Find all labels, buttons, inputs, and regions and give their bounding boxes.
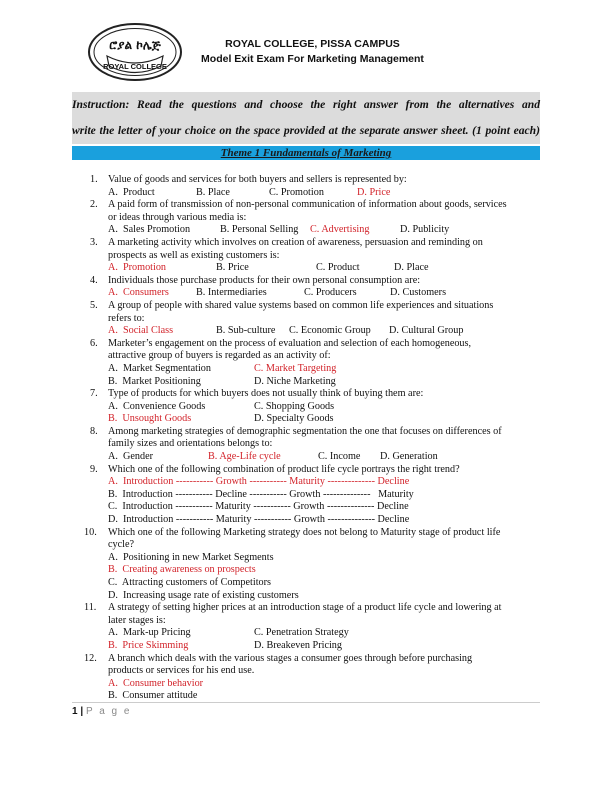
- answer-option[interactable]: C. Shopping Goods: [254, 400, 335, 412]
- option-row: [108, 287, 540, 300]
- question-item: [84, 652, 540, 703]
- answer-option[interactable]: C. Promotion: [269, 186, 324, 198]
- question-text: A strategy of setting higher prices at an introduction stage of a product life cycle and lowering at: [108, 602, 502, 614]
- exam-title: Model Exit Exam For Marketing Management: [201, 53, 424, 65]
- question-number: 6.: [90, 337, 98, 349]
- answer-option[interactable]: A. Consumer behavior: [108, 677, 204, 689]
- question-text: Type of products for which buyers does not usually think of buying them are:: [108, 388, 424, 400]
- question-item: [90, 388, 540, 426]
- answer-option[interactable]: C. Product: [316, 262, 360, 274]
- question-number: 7.: [90, 388, 98, 400]
- question-number: 11.: [84, 602, 97, 614]
- answer-option[interactable]: A. Convenience Goods: [108, 400, 206, 412]
- instruction-box: [72, 92, 540, 144]
- question-item: [90, 237, 540, 275]
- answer-option[interactable]: B. Age-Life cycle: [208, 451, 281, 463]
- option-row: [108, 413, 540, 426]
- answer-option[interactable]: C. Market Targeting: [254, 362, 337, 374]
- answer-option[interactable]: A. Promotion: [108, 262, 167, 274]
- answer-option[interactable]: A. Social Class: [108, 325, 174, 337]
- question-text: A marketing activity which involves on creation of awareness, persuasion and reminding on: [108, 236, 483, 248]
- answer-option[interactable]: D. Breakeven Pricing: [254, 639, 342, 651]
- question-item: [90, 300, 540, 338]
- question-item: [90, 275, 540, 300]
- answer-option[interactable]: D. Price: [357, 186, 391, 198]
- answer-option[interactable]: C. Producers: [304, 287, 357, 299]
- question-text: refers to:: [108, 312, 145, 324]
- answer-option[interactable]: A. Product: [108, 186, 155, 198]
- question-item: [84, 526, 540, 603]
- answer-option[interactable]: D. Customers: [390, 287, 447, 299]
- theme-heading: Theme 1 Fundamentals of Marketing: [72, 146, 540, 160]
- answer-option[interactable]: A. Market Segmentation: [108, 362, 211, 374]
- answer-option[interactable]: B. Sub-culture: [216, 325, 276, 337]
- question-text: prospects as well as existing customers is:: [108, 249, 280, 261]
- question-item: [90, 174, 540, 199]
- answer-option[interactable]: B. Market Positioning: [108, 375, 201, 387]
- question-text: A paid form of transmission of non-personal communication of information about goods, services: [108, 199, 507, 211]
- question-number: 9.: [90, 463, 98, 475]
- question-text: A group of people with shared value systems based on common life experiences and situations: [108, 299, 494, 311]
- question-text: later stages is:: [108, 614, 166, 626]
- question-number: 5.: [90, 299, 98, 311]
- exam-header: [190, 37, 435, 67]
- answer-option[interactable]: D. Publicity: [400, 224, 450, 236]
- question-number: 1.: [90, 174, 98, 185]
- answer-option[interactable]: C. Introduction ----------- Maturity ----------- Growth -------------- Decline: [108, 501, 409, 513]
- option-row: [108, 451, 540, 464]
- answer-option[interactable]: B. Price Skimming: [108, 639, 189, 651]
- option-row: [108, 224, 540, 237]
- question-text: Among marketing strategies of demographic segmentation the one that focuses on differences of: [108, 425, 502, 437]
- svg-text:ROYAL COLLEGE: ROYAL COLLEGE: [103, 62, 167, 71]
- answer-option[interactable]: D. Introduction ----------- Maturity ----------- Growth -------------- Decline: [108, 514, 410, 526]
- answer-option[interactable]: D. Specialty Goods: [254, 413, 334, 425]
- svg-text:ሮያል ኮሌጅ: ሮያል ኮሌጅ: [109, 38, 161, 52]
- instruction-line-1: Instruction: Read the questions and choose the right answer from the alternatives and: [72, 98, 540, 111]
- answer-option[interactable]: C. Penetration Strategy: [254, 627, 349, 639]
- option-row: [108, 627, 540, 640]
- answer-option[interactable]: C. Economic Group: [289, 325, 371, 337]
- question-text: family sizes and orientations belongs to:: [108, 438, 273, 450]
- option-row: [108, 376, 540, 389]
- question-text: Which one of the following Marketing strategy does not belong to Maturity stage of product life: [108, 526, 501, 538]
- instruction-line-2: write the letter of your choice on the space provided at the separate answer sheet. (1 point each): [72, 124, 540, 137]
- answer-option[interactable]: A. Positioning in new Market Segments: [108, 551, 274, 563]
- question-item: [90, 338, 540, 388]
- answer-option[interactable]: A. Sales Promotion: [108, 224, 191, 236]
- answer-option[interactable]: D. Niche Marketing: [254, 375, 336, 387]
- answer-option[interactable]: C. Advertising: [310, 224, 370, 236]
- question-text: Individuals those purchase products for their own personal consumption are:: [108, 274, 421, 286]
- option-row: [108, 262, 540, 275]
- answer-option[interactable]: B. Personal Selling: [220, 224, 299, 236]
- option-row: [108, 187, 540, 200]
- answer-option[interactable]: A. Introduction ----------- Growth ----------- Maturity -------------- Decline: [108, 476, 410, 488]
- option-row: [108, 401, 540, 414]
- page-separator: |: [80, 706, 84, 717]
- question-number: 2.: [90, 199, 98, 211]
- option-row: [108, 640, 540, 653]
- answer-option[interactable]: B. Creating awareness on prospects: [108, 564, 256, 576]
- question-text: cycle?: [108, 539, 135, 551]
- answer-option[interactable]: A. Mark-up Pricing: [108, 627, 191, 639]
- page-label: P a g e: [85, 706, 132, 717]
- answer-option[interactable]: B. Consumer attitude: [108, 690, 198, 702]
- question-text: or ideas through various media is:: [108, 211, 247, 223]
- page-footer: [72, 706, 131, 717]
- question-number: 10.: [84, 526, 97, 538]
- question-text: products or services for his end use.: [108, 665, 255, 677]
- question-item: [90, 426, 540, 464]
- question-text: attractive group of buyers is regarded as an activity of:: [108, 350, 331, 362]
- answer-option[interactable]: D. Generation: [380, 451, 438, 463]
- question-number: 3.: [90, 236, 98, 248]
- answer-option[interactable]: D. Increasing usage rate of existing customers: [108, 589, 299, 601]
- answer-option[interactable]: C. Attracting customers of Competitors: [108, 577, 271, 588]
- question-text: Which one of the following combination of product life cycle portrays the right trend?: [108, 463, 460, 475]
- question-list: [84, 174, 540, 703]
- answer-option[interactable]: B. Introduction ----------- Decline ----------- Growth -------------- Maturity: [108, 488, 414, 500]
- question-number: 8.: [90, 425, 98, 437]
- answer-option[interactable]: C. Income: [318, 451, 361, 463]
- question-number: 4.: [90, 274, 98, 286]
- question-item: [90, 464, 540, 527]
- answer-option[interactable]: B. Price: [216, 262, 249, 274]
- footer-rule: [72, 702, 540, 703]
- question-text: A branch which deals with the various stages a consumer goes through before purchasing: [108, 652, 473, 664]
- question-item: [90, 199, 540, 237]
- question-item: [84, 602, 540, 652]
- question-text: Value of goods and services for both buyers and sellers is represented by:: [108, 174, 407, 185]
- college-name: ROYAL COLLEGE, PISSA CAMPUS: [225, 38, 400, 50]
- answer-option[interactable]: B. Intermediaries: [196, 287, 267, 299]
- answer-option[interactable]: D. Cultural Group: [389, 325, 464, 337]
- option-row: [108, 363, 540, 376]
- answer-option[interactable]: A. Consumers: [108, 287, 169, 299]
- answer-option[interactable]: A. Gender: [108, 451, 153, 463]
- option-row: [108, 325, 540, 338]
- question-number: 12.: [84, 652, 97, 664]
- answer-option[interactable]: D. Place: [394, 262, 429, 274]
- page-number: 1: [72, 706, 78, 717]
- answer-option[interactable]: B. Unsought Goods: [108, 413, 192, 425]
- answer-option[interactable]: B. Place: [196, 186, 230, 198]
- college-logo: [87, 22, 183, 82]
- question-text: Marketer’s engagement on the process of evaluation and selection of each homogeneous,: [108, 337, 472, 349]
